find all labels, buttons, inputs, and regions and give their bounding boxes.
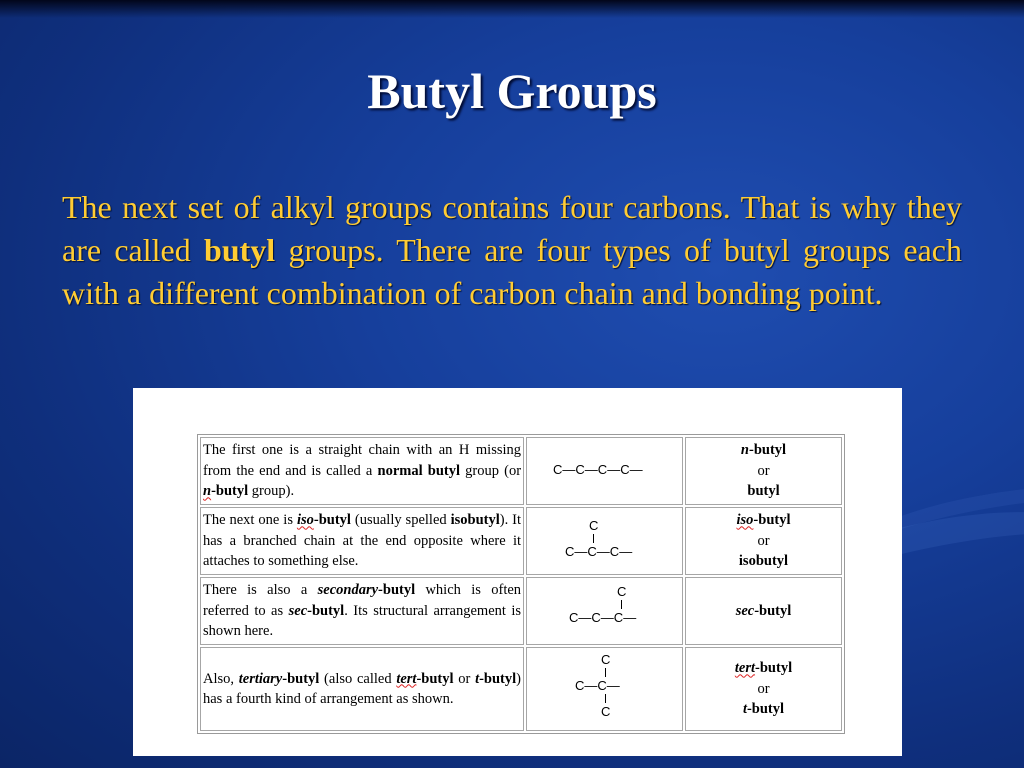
text-run: secondary (317, 582, 379, 599)
body-text-bold-term: butyl (204, 232, 276, 268)
name-line (688, 461, 839, 482)
table-row-tert-butyl (200, 647, 842, 731)
structure-cell (526, 577, 683, 645)
top-shadow-band (0, 0, 1024, 18)
table-row-sec-butyl (200, 577, 842, 645)
text-run: isobutyl (450, 512, 500, 529)
text-run: -butyl (313, 512, 351, 529)
name-line (688, 658, 839, 679)
description-cell (200, 647, 524, 731)
description-cell (200, 507, 524, 575)
text-run: isobutyl (738, 553, 789, 570)
structure-top-carbon: C (601, 652, 611, 667)
text-run: The next one is (203, 512, 297, 529)
text-run: n (740, 442, 749, 459)
name-line (688, 440, 839, 461)
text-run: -butyl (746, 701, 785, 718)
text-run: sec (288, 602, 308, 619)
text-run: iso (736, 512, 754, 529)
text-run: sec (735, 602, 755, 619)
name-line (688, 531, 839, 552)
text-run: -butyl (754, 602, 792, 619)
body-text-part1: The next set of alkyl groups contains four carbons. That is why they are called (62, 189, 962, 268)
name-cell (685, 647, 842, 731)
body-text-part2: groups. There are four types of butyl groups each with a different combination of carbon chain and bonding point. (62, 232, 963, 311)
name-line (688, 481, 839, 502)
text-run: There is also a (203, 582, 318, 599)
text-run: tert (734, 660, 756, 677)
structure-main-chain: C—C—C— (565, 544, 633, 559)
structure-cell (526, 437, 683, 505)
slide-title: Butyl Groups (367, 63, 657, 119)
structure-cell (526, 507, 683, 575)
text-run: -butyl (211, 483, 249, 500)
text-run: or (757, 680, 770, 697)
text-run: t (475, 670, 480, 687)
text-run: Also, (203, 670, 239, 687)
text-run: which is often referred to as (203, 582, 522, 619)
text-run: iso (296, 512, 314, 529)
text-run: -butyl (755, 660, 793, 677)
structure-main-chain: C—C— (575, 678, 620, 693)
text-run: . Its structural arrangement is shown here. (203, 602, 522, 640)
name-cell (685, 437, 842, 505)
structure-top-carbon: C (617, 584, 627, 599)
structure-vertical-bond-top (605, 668, 606, 677)
name-line (688, 551, 839, 572)
text-run: -butyl (378, 582, 416, 599)
structure-bottom-carbon: C (601, 704, 611, 719)
butyl-groups-table (197, 434, 845, 734)
name-line (688, 699, 839, 720)
name-line (688, 679, 839, 700)
name-line (688, 510, 839, 531)
name-cell (685, 577, 842, 645)
slide-body-text (62, 186, 962, 315)
text-run: -butyl (753, 512, 791, 529)
structure-vertical-bond (621, 600, 622, 609)
description-cell (200, 577, 524, 645)
structure-main-chain: C—C—C— (569, 610, 637, 625)
structure-cell (526, 647, 683, 731)
text-run: group). (248, 483, 295, 500)
text-run: (usually spelled (350, 512, 451, 529)
table-row-n-butyl (200, 437, 842, 505)
embedded-table-image (133, 388, 902, 756)
text-run: (also called (319, 670, 397, 687)
text-run: tert (396, 670, 417, 687)
text-run: ). It has a branched chain at the end opposite where it attaches to something else. (203, 512, 522, 570)
structure-main-chain: C—C—C—C— (553, 462, 643, 477)
text-run: or (757, 462, 770, 479)
text-run: -butyl (282, 670, 320, 687)
name-line (688, 601, 839, 622)
text-run: group (or (460, 462, 522, 479)
text-run: -butyl (307, 602, 345, 619)
name-cell (685, 507, 842, 575)
text-run: t (742, 701, 747, 718)
text-run: butyl (427, 462, 461, 479)
description-cell (200, 437, 524, 505)
text-run: or (453, 670, 476, 687)
table-row-iso-butyl (200, 507, 842, 575)
text-run: butyl (747, 483, 780, 500)
structure-vertical-bond-bottom (605, 694, 606, 703)
text-run: normal (377, 462, 423, 479)
text-run: ) has a fourth kind of arrangement as shown. (203, 670, 522, 707)
text-run: tertiary (238, 670, 283, 687)
text-run: or (757, 532, 770, 549)
text-run: n (203, 483, 212, 500)
text-run: -butyl (479, 670, 517, 687)
text-run: The first one is a straight chain with an H missing from the end and is called a (203, 442, 522, 479)
structure-vertical-bond (593, 534, 594, 543)
text-run: -butyl (416, 670, 454, 687)
text-run: -butyl (749, 442, 787, 459)
structure-top-carbon: C (589, 518, 599, 533)
